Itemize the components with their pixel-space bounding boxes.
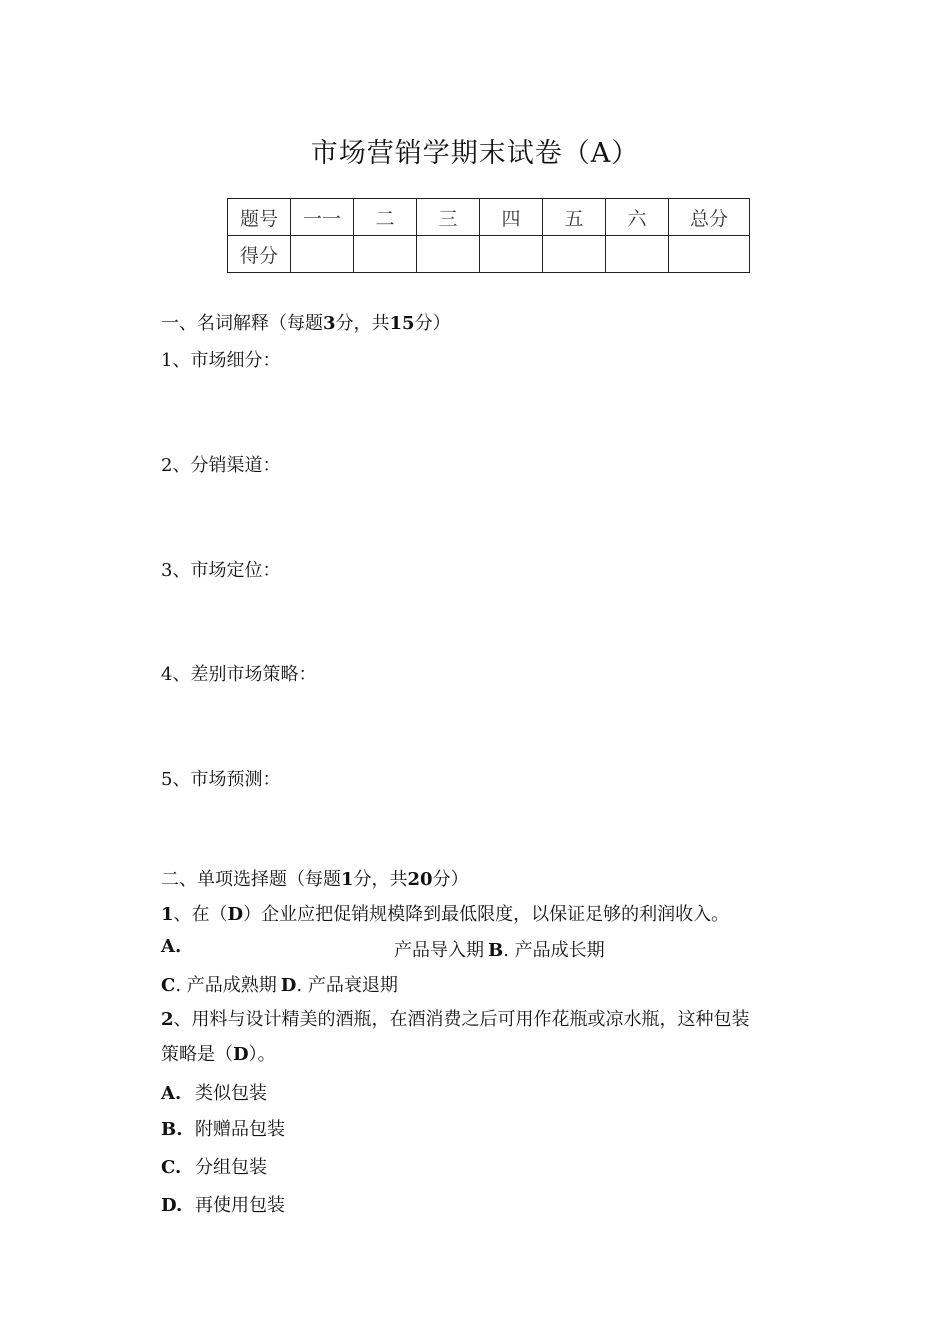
- row-label-cell: 得分: [228, 236, 291, 273]
- question-1: 1、在（D）企业应把促销规模降到最低限度，以保证足够的利润收入。: [161, 904, 730, 925]
- q2-option: D. 再使用包装: [161, 1195, 285, 1216]
- q2-option: C. 分组包装: [161, 1157, 267, 1178]
- q1-options-ab: 产品导入期 B. 产品成长期: [394, 940, 605, 961]
- score-cell: [543, 236, 606, 273]
- q2-option: B. 附赠品包装: [161, 1119, 285, 1140]
- score-cell: [354, 236, 417, 273]
- score-cell: [417, 236, 480, 273]
- section1-heading: 一、名词解释（每题3分，共15分）: [161, 313, 451, 334]
- term-item: 4、差别市场策略：: [161, 664, 317, 685]
- header-cell: 三: [417, 199, 480, 236]
- section2-heading: 二、单项选择题（每题1分，共20分）: [161, 869, 469, 890]
- header-cell: 总分: [669, 199, 750, 236]
- term-item: 1、市场细分：: [161, 350, 281, 371]
- header-cell: 一一: [291, 199, 354, 236]
- score-table: [227, 198, 750, 273]
- term-item: 5、市场预测：: [161, 769, 281, 790]
- header-cell: 四: [480, 199, 543, 236]
- score-cell: [480, 236, 543, 273]
- q2-option: A. 类似包装: [161, 1083, 267, 1104]
- question-2-line1: 2、用料与设计精美的酒瓶，在酒消费之后可用作花瓶或凉水瓶，这种包装: [161, 1009, 750, 1030]
- header-cell: 五: [543, 199, 606, 236]
- question-2-line2: 策略是（D）。: [161, 1044, 276, 1065]
- score-cell: [291, 236, 354, 273]
- header-cell: 二: [354, 199, 417, 236]
- header-cell: 题号: [228, 199, 291, 236]
- q1-options-cd: C. 产品成熟期 D. 产品衰退期: [161, 975, 398, 996]
- score-cell: [669, 236, 750, 273]
- q1-option-a-label: A.: [161, 936, 182, 957]
- term-item: 2、分销渠道：: [161, 455, 281, 476]
- score-table-header-row: [228, 199, 750, 236]
- exam-title: 市场营销学期末试卷（A）: [310, 138, 640, 169]
- term-item: 3、市场定位：: [161, 560, 281, 581]
- header-cell: 六: [606, 199, 669, 236]
- score-cell: [606, 236, 669, 273]
- score-table-score-row: [228, 236, 750, 273]
